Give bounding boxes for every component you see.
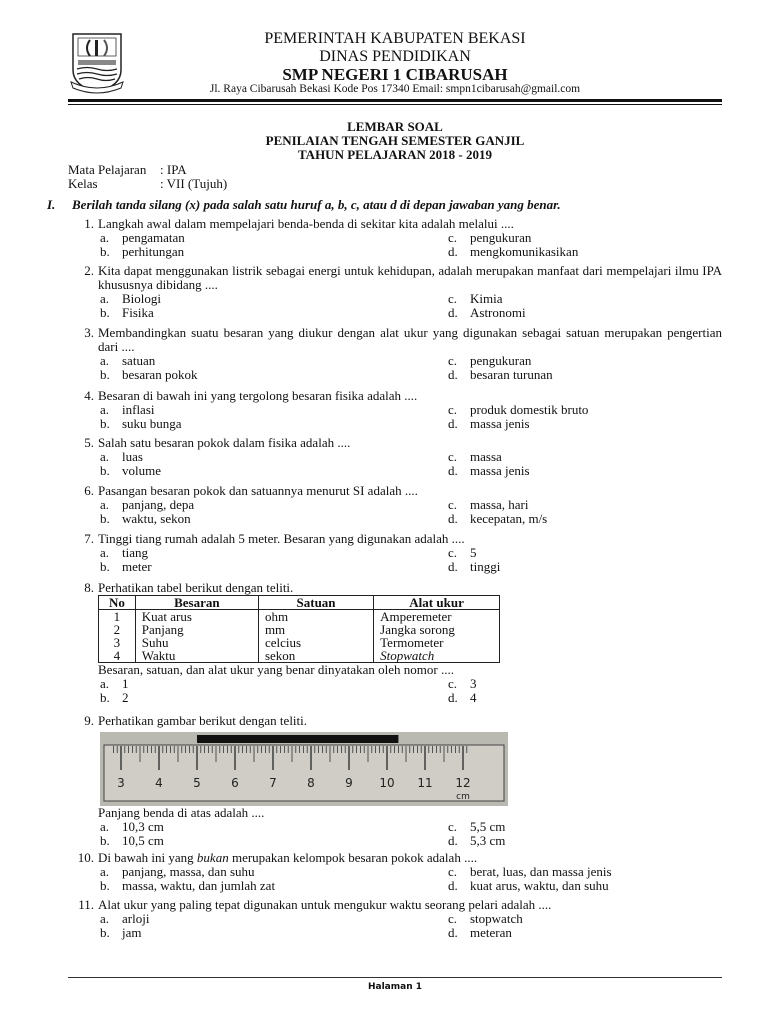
title-line-2: PENILAIAN TENGAH SEMESTER GANJIL xyxy=(265,133,525,148)
option-text: besaran pokok xyxy=(122,367,198,382)
question-text: Salah satu besaran pokok dalam fisika adalah .... xyxy=(98,435,351,450)
ruler-label: 4 xyxy=(155,776,163,790)
question-2 xyxy=(72,264,722,320)
option-letter: a. xyxy=(100,353,110,368)
ruler-label: 9 xyxy=(345,776,353,790)
option-letter: b. xyxy=(100,367,110,382)
question-5 xyxy=(72,436,722,478)
question-6 xyxy=(72,484,722,526)
option-text: 10,3 cm xyxy=(122,819,164,834)
option-text: 2 xyxy=(122,690,129,705)
option-text: 3 xyxy=(470,676,477,691)
ruler-image xyxy=(100,732,508,806)
answer-options xyxy=(100,292,722,320)
table-cell: Panjang xyxy=(135,623,258,636)
question-11 xyxy=(72,898,722,940)
table-header: Besaran xyxy=(135,596,258,610)
table-cell: Amperemeter xyxy=(374,610,500,624)
option-text: 4 xyxy=(470,690,477,705)
table-cell: Termometer xyxy=(374,636,500,649)
table-row xyxy=(99,649,500,663)
option-c[interactable] xyxy=(448,231,531,245)
option-d[interactable] xyxy=(448,834,505,848)
option-d[interactable] xyxy=(448,464,530,478)
option-text: produk domestik bruto xyxy=(470,402,589,417)
table-header: Alat ukur xyxy=(374,596,500,610)
option-text: massa, hari xyxy=(470,497,529,512)
option-letter: d. xyxy=(448,511,458,526)
question-text: Alat ukur yang paling tepat digunakan untuk mengukur waktu seorang pelari adalah .... xyxy=(98,897,552,912)
question-number: 9. xyxy=(84,713,94,728)
table-cell: Jangka sorong xyxy=(374,623,500,636)
question-text-part: Di bawah ini yang xyxy=(98,850,197,865)
option-c[interactable] xyxy=(448,292,503,306)
option-c[interactable] xyxy=(448,865,612,879)
option-a[interactable] xyxy=(100,450,143,464)
footer-divider xyxy=(68,977,722,978)
option-letter: a. xyxy=(100,402,110,417)
option-c[interactable] xyxy=(448,820,505,834)
option-letter: d. xyxy=(448,690,458,705)
answer-options xyxy=(100,354,722,382)
answer-options xyxy=(100,231,722,259)
option-text: pengukuran xyxy=(470,353,532,368)
question-text: Langkah awal dalam mempelajari benda-benda di sekitar kita adalah melalui .... xyxy=(98,216,514,231)
option-text: pengukuran xyxy=(470,230,532,245)
option-a[interactable] xyxy=(100,354,155,368)
option-text: Fisika xyxy=(122,305,154,320)
option-b[interactable] xyxy=(100,464,161,478)
option-letter: a. xyxy=(100,545,110,560)
question-prompt: Panjang benda di atas adalah .... xyxy=(98,805,265,820)
option-a[interactable] xyxy=(100,231,185,245)
option-text: mengkomunikasikan xyxy=(470,244,579,259)
option-letter: d. xyxy=(448,559,458,574)
option-c[interactable] xyxy=(448,677,477,691)
answer-options xyxy=(100,912,722,940)
question-4 xyxy=(72,389,722,431)
question-number: 2. xyxy=(84,263,94,278)
option-text: meteran xyxy=(470,925,512,940)
option-d[interactable] xyxy=(448,926,512,940)
option-letter: b. xyxy=(100,925,110,940)
subject-value: : IPA xyxy=(160,162,187,177)
question-number: 5. xyxy=(84,435,94,450)
option-b[interactable] xyxy=(100,417,182,431)
section-instruction: Berilah tanda silang (x) pada salah satu huruf a, b, c, atau d di depan jawaban yang benar. xyxy=(72,197,561,212)
option-text: 5,3 cm xyxy=(470,833,506,848)
question-number: 10. xyxy=(77,850,94,865)
option-a[interactable] xyxy=(100,292,161,306)
class-label: Kelas xyxy=(68,176,98,191)
question-number: 3. xyxy=(84,325,94,340)
header-address: Jl. Raya Cibarusah Bekasi Kode Pos 17340 Email: smpn1cibarusah@gmail.com xyxy=(209,83,581,95)
ruler-label: 11 xyxy=(417,776,433,790)
question-text: Besaran di bawah ini yang tergolong besaran fisika adalah .... xyxy=(98,388,418,403)
option-b[interactable] xyxy=(100,560,152,574)
option-c[interactable] xyxy=(448,498,528,512)
option-text: luas xyxy=(122,449,143,464)
option-b[interactable] xyxy=(100,245,184,259)
table-cell: 2 xyxy=(99,623,136,636)
option-letter: c. xyxy=(448,864,458,879)
option-c[interactable] xyxy=(448,546,477,560)
option-b[interactable] xyxy=(100,834,164,848)
option-letter: d. xyxy=(448,416,458,431)
option-b[interactable] xyxy=(100,879,275,893)
document-title xyxy=(0,120,768,162)
question-10 xyxy=(72,851,722,893)
option-text: 5 xyxy=(470,545,477,560)
ruler-label: 8 xyxy=(307,776,315,790)
option-letter: a. xyxy=(100,230,110,245)
table-cell: Waktu xyxy=(135,649,258,663)
option-letter: d. xyxy=(448,305,458,320)
table-cell: celcius xyxy=(258,636,373,649)
question-prompt: Besaran, satuan, dan alat ukur yang benar dinyatakan oleh nomor .... xyxy=(98,662,454,677)
option-letter: c. xyxy=(448,230,458,245)
option-letter: c. xyxy=(448,676,458,691)
option-letter: b. xyxy=(100,878,110,893)
option-text: Biologi xyxy=(122,291,162,306)
option-text: massa xyxy=(470,449,502,464)
option-letter: b. xyxy=(100,244,110,259)
answer-options xyxy=(100,820,722,848)
option-d[interactable] xyxy=(448,417,530,431)
option-letter: d. xyxy=(448,244,458,259)
ruler-label: 7 xyxy=(269,776,277,790)
ruler-unit: cm xyxy=(456,792,470,802)
subject-label: Mata Pelajaran xyxy=(68,162,147,177)
class-value: : VII (Tujuh) xyxy=(160,176,228,191)
option-text: 5,5 cm xyxy=(470,819,506,834)
title-line-3: TAHUN PELAJARAN 2018 - 2019 xyxy=(297,147,493,162)
option-text: 10,5 cm xyxy=(122,833,164,848)
option-letter: a. xyxy=(100,911,110,926)
table-cell: ohm xyxy=(258,610,373,624)
option-text: satuan xyxy=(122,353,156,368)
option-a[interactable] xyxy=(100,403,155,417)
option-text: jam xyxy=(122,925,142,940)
answer-options xyxy=(100,677,722,705)
table-cell: 1 xyxy=(99,610,136,624)
option-c[interactable] xyxy=(448,912,523,926)
option-text: besaran turunan xyxy=(470,367,553,382)
answer-options xyxy=(100,450,722,478)
question-text-part: merupakan kelompok besaran pokok adalah .... xyxy=(228,850,478,865)
option-c[interactable] xyxy=(448,354,531,368)
option-letter: b. xyxy=(100,690,110,705)
option-text: massa, waktu, dan jumlah zat xyxy=(122,878,276,893)
option-b[interactable] xyxy=(100,368,197,382)
question-number: 8. xyxy=(84,580,94,595)
title-line-1: LEMBAR SOAL xyxy=(347,119,443,134)
question-text xyxy=(98,851,722,865)
question-number: 4. xyxy=(84,388,94,403)
ruler-label: 12 xyxy=(455,776,471,790)
option-text: kecepatan, m/s xyxy=(470,511,548,526)
answer-options xyxy=(100,865,722,893)
option-letter: c. xyxy=(448,911,458,926)
option-text: berat, luas, dan massa jenis xyxy=(470,864,612,879)
question-text: Perhatikan gambar berikut dengan teliti. xyxy=(98,713,308,728)
option-letter: a. xyxy=(100,449,110,464)
question-text: Tinggi tiang rumah adalah 5 meter. Besaran yang digunakan adalah .... xyxy=(98,531,465,546)
question-8 xyxy=(72,581,722,705)
option-text: suku bunga xyxy=(122,416,182,431)
header-school: SMP NEGERI 1 CIBARUSAH xyxy=(282,65,508,84)
ruler-label: 6 xyxy=(231,776,239,790)
regency-logo xyxy=(70,32,124,94)
option-text: inflasi xyxy=(122,402,155,417)
option-letter: d. xyxy=(448,367,458,382)
option-b[interactable] xyxy=(100,512,191,526)
option-d[interactable] xyxy=(448,512,547,526)
table-cell: Kuat arus xyxy=(135,610,258,624)
question-number: 6. xyxy=(84,483,94,498)
table-cell: Suhu xyxy=(135,636,258,649)
option-letter: b. xyxy=(100,416,110,431)
option-letter: d. xyxy=(448,463,458,478)
option-d[interactable] xyxy=(448,560,500,574)
table-cell: Stopwatch xyxy=(374,649,500,663)
question-number: 11. xyxy=(78,897,94,912)
option-text: panjang, depa xyxy=(122,497,195,512)
option-letter: c. xyxy=(448,353,458,368)
option-d[interactable] xyxy=(448,879,609,893)
option-letter: d. xyxy=(448,878,458,893)
option-letter: c. xyxy=(448,402,458,417)
option-text: Astronomi xyxy=(470,305,526,320)
option-letter: b. xyxy=(100,833,110,848)
option-d[interactable] xyxy=(448,368,553,382)
option-text: 1 xyxy=(122,676,129,691)
option-letter: c. xyxy=(448,291,458,306)
option-c[interactable] xyxy=(448,403,588,417)
question-text: Perhatikan tabel berikut dengan teliti. xyxy=(98,580,294,595)
option-text: massa jenis xyxy=(470,463,530,478)
header-divider-thin xyxy=(68,104,722,105)
option-letter: b. xyxy=(100,559,110,574)
option-a[interactable] xyxy=(100,865,255,879)
question-text: Membandingkan suatu besaran yang diukur dengan alat ukur yang digunakan sebagai satuan merupakan pengertian dari .... xyxy=(98,325,722,354)
option-letter: a. xyxy=(100,497,110,512)
option-letter: c. xyxy=(448,497,458,512)
option-letter: d. xyxy=(448,925,458,940)
option-letter: d. xyxy=(448,833,458,848)
table-cell: mm xyxy=(258,623,373,636)
option-letter: a. xyxy=(100,819,110,834)
ruler-label: 3 xyxy=(117,776,125,790)
question-1 xyxy=(72,217,722,259)
option-text: massa jenis xyxy=(470,416,530,431)
question-number: 1. xyxy=(84,216,94,231)
option-letter: c. xyxy=(448,545,458,560)
question-text-emphasis: bukan xyxy=(196,850,229,865)
ruler-label: 5 xyxy=(193,776,201,790)
option-text: tiang xyxy=(122,545,148,560)
answer-options xyxy=(100,403,722,431)
option-text: volume xyxy=(122,463,161,478)
option-text: perhitungan xyxy=(122,244,185,259)
ruler-label: 10 xyxy=(379,776,395,790)
answer-options xyxy=(100,498,722,526)
option-d[interactable] xyxy=(448,691,477,705)
question-7 xyxy=(72,532,722,574)
option-b[interactable] xyxy=(100,306,154,320)
option-text: waktu, sekon xyxy=(122,511,191,526)
question-text: Pasangan besaran pokok dan satuannya menurut SI adalah .... xyxy=(98,483,418,498)
option-text: kuat arus, waktu, dan suhu xyxy=(470,878,609,893)
table-header: No xyxy=(99,596,136,610)
option-text: stopwatch xyxy=(470,911,523,926)
option-letter: a. xyxy=(100,291,110,306)
option-text: pengamatan xyxy=(122,230,185,245)
option-letter: a. xyxy=(100,676,110,691)
option-text: arloji xyxy=(122,911,150,926)
table-cell: sekon xyxy=(258,649,373,663)
header-divider xyxy=(68,99,722,102)
table-cell: 3 xyxy=(99,636,136,649)
option-text: meter xyxy=(122,559,152,574)
option-text: tinggi xyxy=(470,559,501,574)
section-number: I. xyxy=(47,197,56,212)
measurement-table xyxy=(98,595,500,663)
option-b[interactable] xyxy=(100,691,129,705)
option-b[interactable] xyxy=(100,926,142,940)
option-letter: a. xyxy=(100,864,110,879)
option-letter: b. xyxy=(100,305,110,320)
table-cell: 4 xyxy=(99,649,136,663)
table-row xyxy=(99,610,500,624)
table-header: Satuan xyxy=(258,596,373,610)
option-d[interactable] xyxy=(448,245,578,259)
question-3 xyxy=(72,326,722,382)
header-government: PEMERINTAH KABUPATEN BEKASI xyxy=(264,30,526,47)
option-a[interactable] xyxy=(100,677,129,691)
measured-object xyxy=(197,735,398,743)
option-c[interactable] xyxy=(448,450,502,464)
option-a[interactable] xyxy=(100,820,164,834)
answer-options xyxy=(100,546,722,574)
question-text: Kita dapat menggunakan listrik sebagai energi untuk kehidupan, adalah merupakan manfaat dari mempelajari ilmu IPA khususnya dibidang .... xyxy=(98,263,722,292)
option-letter: c. xyxy=(448,819,458,834)
option-text: panjang, massa, dan suhu xyxy=(122,864,255,879)
option-letter: b. xyxy=(100,511,110,526)
option-text: Kimia xyxy=(470,291,503,306)
option-d[interactable] xyxy=(448,306,526,320)
question-number: 7. xyxy=(84,531,94,546)
option-letter: b. xyxy=(100,463,110,478)
option-a[interactable] xyxy=(100,498,194,512)
question-9 xyxy=(72,714,722,848)
option-a[interactable] xyxy=(100,546,148,560)
option-letter: c. xyxy=(448,449,458,464)
option-a[interactable] xyxy=(100,912,149,926)
page-number: Halaman 1 xyxy=(367,982,423,992)
header-department: DINAS PENDIDIKAN xyxy=(319,48,471,65)
